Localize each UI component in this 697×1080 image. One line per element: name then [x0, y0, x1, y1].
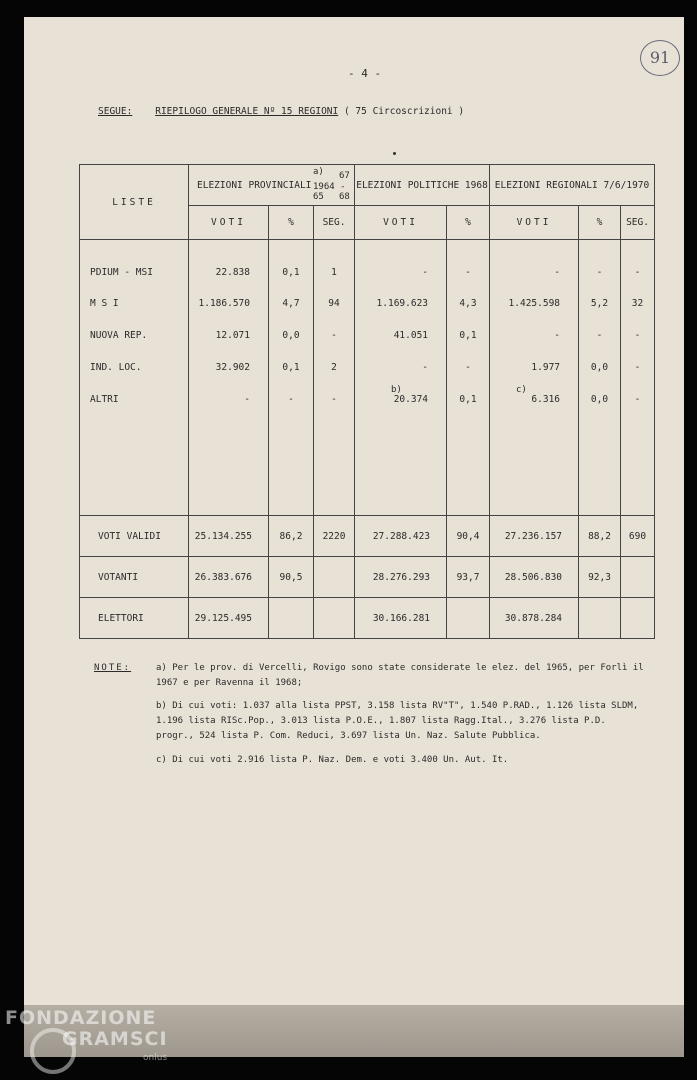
- list-value: -: [596, 267, 603, 278]
- total-value: 90,5: [269, 557, 314, 598]
- footnote-marker-b: b): [391, 385, 402, 395]
- heading-subtitle: ( 75 Circoscrizioni ): [343, 106, 465, 117]
- total-value: 26.383.676: [189, 557, 269, 598]
- group-header-regionali: ELEZIONI REGIONALI 7/6/1970: [490, 165, 655, 206]
- list-value: -: [422, 267, 429, 278]
- list-value: 0,1: [282, 362, 300, 373]
- col-pol-percent: [447, 240, 490, 516]
- list-value: 0,1: [459, 330, 477, 341]
- totals-row: [80, 598, 655, 639]
- list-value: 1.977: [531, 362, 561, 373]
- list-label: ALTRI: [90, 394, 119, 405]
- total-value: 92,3: [579, 557, 621, 598]
- page-number: - 4 -: [348, 67, 382, 80]
- folio-stamp: 91: [640, 40, 680, 76]
- list-label: IND. LOC.: [90, 362, 142, 373]
- list-label: NUOVA REP.: [90, 330, 148, 341]
- total-value: [579, 598, 621, 639]
- list-value: -: [244, 394, 250, 405]
- list-value: 1.186.570: [198, 298, 250, 309]
- col-reg-percent: [579, 240, 621, 516]
- group-prov-y67: 67: [339, 171, 350, 181]
- total-value: 90,4: [447, 516, 490, 557]
- group-prov-years: 1964 - 65: [313, 182, 346, 202]
- list-value: -: [634, 362, 641, 373]
- list-value: -: [634, 267, 641, 278]
- list-value: -: [422, 362, 429, 373]
- list-value: 41.051: [393, 330, 429, 341]
- subheader-percent: %: [447, 206, 490, 240]
- list-value: 0,0: [590, 394, 609, 405]
- list-value: -: [331, 330, 337, 341]
- list-value: 1.425.598: [508, 298, 561, 309]
- list-value: -: [634, 394, 641, 405]
- total-value: 30.878.284: [490, 598, 579, 639]
- total-value: 29.125.495: [189, 598, 269, 639]
- list-value: 1.169.623: [376, 298, 429, 309]
- list-label: PDIUM - MSI: [90, 267, 153, 278]
- list-value: 0,1: [282, 267, 300, 278]
- subheader-percent: %: [579, 206, 621, 240]
- list-value: 1: [331, 267, 337, 278]
- list-value: 4,7: [282, 298, 300, 309]
- totals-row: [80, 516, 655, 557]
- total-value: 28.506.830: [490, 557, 579, 598]
- total-value: 88,2: [579, 516, 621, 557]
- group-header-provinciali: [189, 165, 355, 206]
- list-value: 32.902: [215, 362, 250, 373]
- liste-header: LISTE: [80, 165, 189, 240]
- subheader-voti: VOTI: [189, 206, 269, 240]
- total-value: [621, 598, 655, 639]
- list-value: -: [554, 330, 561, 341]
- list-value: 2: [331, 362, 337, 373]
- list-value: 32: [631, 298, 644, 309]
- totals-row: [80, 557, 655, 598]
- results-table: [79, 164, 655, 639]
- col-prov-percent: [269, 240, 314, 516]
- total-value: [314, 598, 355, 639]
- list-value: 94: [328, 298, 340, 309]
- list-value: -: [554, 267, 561, 278]
- col-reg-seg: [621, 240, 655, 516]
- subheader-seg: SEG.: [621, 206, 655, 240]
- list-value: 0,0: [282, 330, 300, 341]
- note-b: b) Di cui voti: 1.037 alla lista PPST, 3.158 lista RV"T", 1.540 P.RAD., 1.126 lista SLDM, 1.196 lista RISc.Pop., 3.013 lista P.O.E., 1.807 lista Ragg.Ital., 3.276 lista P.D. progr., 524 lista P. Com. Reduci, 3.697 lista Un. Naz. Salute Pubblica.: [156, 701, 639, 741]
- group-prov-label: ELEZIONI PROVINCIALI: [197, 180, 312, 191]
- list-value: 0,1: [459, 394, 477, 405]
- list-value: 6.316: [531, 394, 561, 405]
- group-header-politiche: ELEZIONI POLITICHE 1968: [355, 165, 490, 206]
- total-value: 27.236.157: [490, 516, 579, 557]
- list-value: -: [465, 267, 471, 278]
- group-prov-y68: 68: [339, 192, 350, 202]
- total-value: 28.276.293: [355, 557, 447, 598]
- list-value: -: [331, 394, 337, 405]
- total-value: 27.288.423: [355, 516, 447, 557]
- watermark-line1: FONDAZIONE: [5, 1007, 157, 1029]
- total-value: [447, 598, 490, 639]
- col-reg-voti: [490, 240, 579, 516]
- total-value: 86,2: [269, 516, 314, 557]
- total-value: [314, 557, 355, 598]
- list-value: -: [596, 330, 603, 341]
- notes-label: NOTE:: [94, 663, 132, 673]
- total-label: VOTI VALIDI: [80, 516, 189, 557]
- note-c: c) Di cui voti 2.916 lista P. Naz. Dem. e voti 3.400 Un. Aut. It.: [156, 755, 509, 765]
- list-value: 5,2: [590, 298, 609, 309]
- document-heading: [98, 106, 464, 117]
- total-value: 690: [621, 516, 655, 557]
- col-prov-voti: [189, 240, 269, 516]
- subheader-voti: VOTI: [355, 206, 447, 240]
- lists-body-row: [80, 240, 655, 516]
- total-value: 30.166.281: [355, 598, 447, 639]
- watermark-line2: GRAMSCI: [62, 1028, 168, 1050]
- total-value: 2220: [314, 516, 355, 557]
- subheader-voti: VOTI: [490, 206, 579, 240]
- list-value: -: [634, 330, 641, 341]
- heading-title: RIEPILOGO GENERALE Nº 15 REGIONI: [155, 106, 339, 117]
- group-prov-sup: a): [313, 167, 324, 177]
- total-value: [621, 557, 655, 598]
- list-label: M S I: [90, 298, 119, 309]
- footnote-marker-c: c): [516, 385, 527, 395]
- col-prov-seg: [314, 240, 355, 516]
- subheader-percent: %: [269, 206, 314, 240]
- list-value: 22.838: [215, 267, 250, 278]
- list-value: 12.071: [215, 330, 250, 341]
- list-value: -: [288, 394, 294, 405]
- col-labels: [80, 240, 189, 516]
- list-value: 20.374: [393, 394, 429, 405]
- col-pol-voti: [355, 240, 447, 516]
- total-value: 25.134.255: [189, 516, 269, 557]
- list-value: 0,0: [590, 362, 609, 373]
- total-label: VOTANTI: [80, 557, 189, 598]
- total-label: ELETTORI: [80, 598, 189, 639]
- watermark-line3: onlus: [143, 1053, 168, 1063]
- list-value: 4,3: [459, 298, 477, 309]
- total-value: 93,7: [447, 557, 490, 598]
- subheader-seg: SEG.: [314, 206, 355, 240]
- ink-dot: [393, 152, 396, 155]
- heading-segue: SEGUE:: [98, 106, 133, 117]
- list-value: -: [465, 362, 471, 373]
- total-value: [269, 598, 314, 639]
- note-a: a) Per le prov. di Vercelli, Rovigo sono state considerate le elez. del 1965, per Forlì il 1967 e per Ravenna il 1968;: [156, 663, 644, 688]
